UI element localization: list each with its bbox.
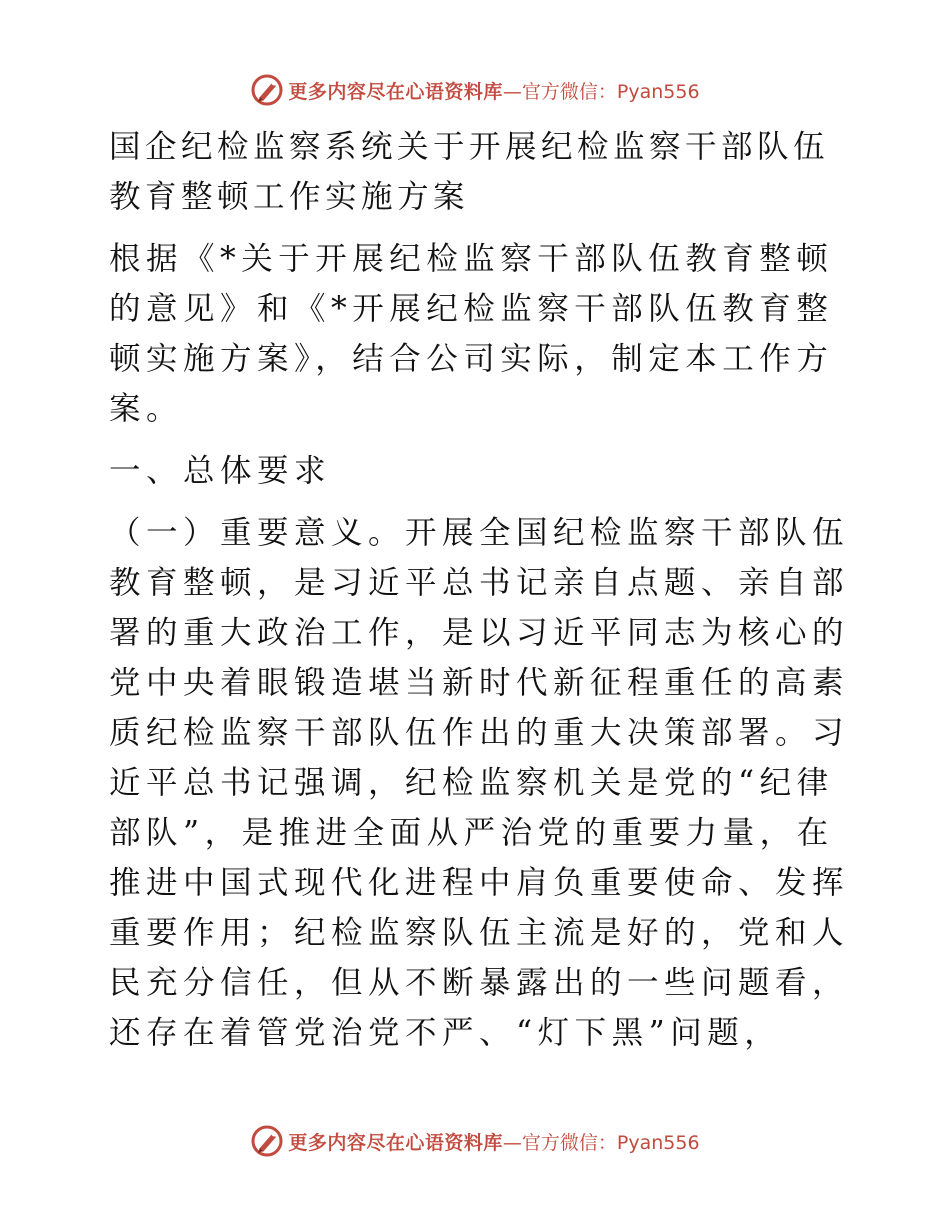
section-body-paragraph: （一）重要意义。开展全国纪检监察干部队伍教育整顿，是习近平总书记亲自点题、亲自部署的重大政治工作，是以习近平同志为核心的党中央着眼锻造堪当新时代新征程重任的高素质纪检监察干部队伍作出的重大决策部署。习近平总书记强调，纪检监察机关是党的“纪律部队”，是推进全面从严治党的重要力量，在推进中国式现代化进程中肩负重要使命、发挥重要作用；纪检监察队伍主流是好的，党和人民充分信任，但从不断暴露出的一些问题看，还存在着管党治党不严、“灯下黑”问题， bbox=[109, 515, 850, 1051]
footer-watermark-banner bbox=[0, 1121, 950, 1161]
document-body bbox=[100, 122, 852, 1058]
section-heading: 一、总体要求 bbox=[109, 453, 332, 489]
intro-paragraph: 根据《*关于开展纪检监察干部队伍教育整顿的意见》和《*开展纪检监察干部队伍教育整顿实施方案》，结合公司实际，制定本工作方案。 bbox=[109, 241, 834, 427]
banner-site-name: 更多内容尽在心语资料库 bbox=[288, 80, 503, 103]
document-title: 国企纪检监察系统关于开展纪检监察干部队伍教育整顿工作实施方案 bbox=[109, 129, 830, 215]
banner-wechat-id: —官方微信：Pyan556 bbox=[502, 1131, 700, 1154]
pen-logo-icon bbox=[250, 1124, 284, 1158]
banner-wechat-id: —官方微信：Pyan556 bbox=[502, 80, 700, 103]
header-watermark-banner bbox=[0, 70, 950, 110]
banner-site-name: 更多内容尽在心语资料库 bbox=[288, 1131, 503, 1154]
pen-logo-icon bbox=[250, 73, 284, 107]
